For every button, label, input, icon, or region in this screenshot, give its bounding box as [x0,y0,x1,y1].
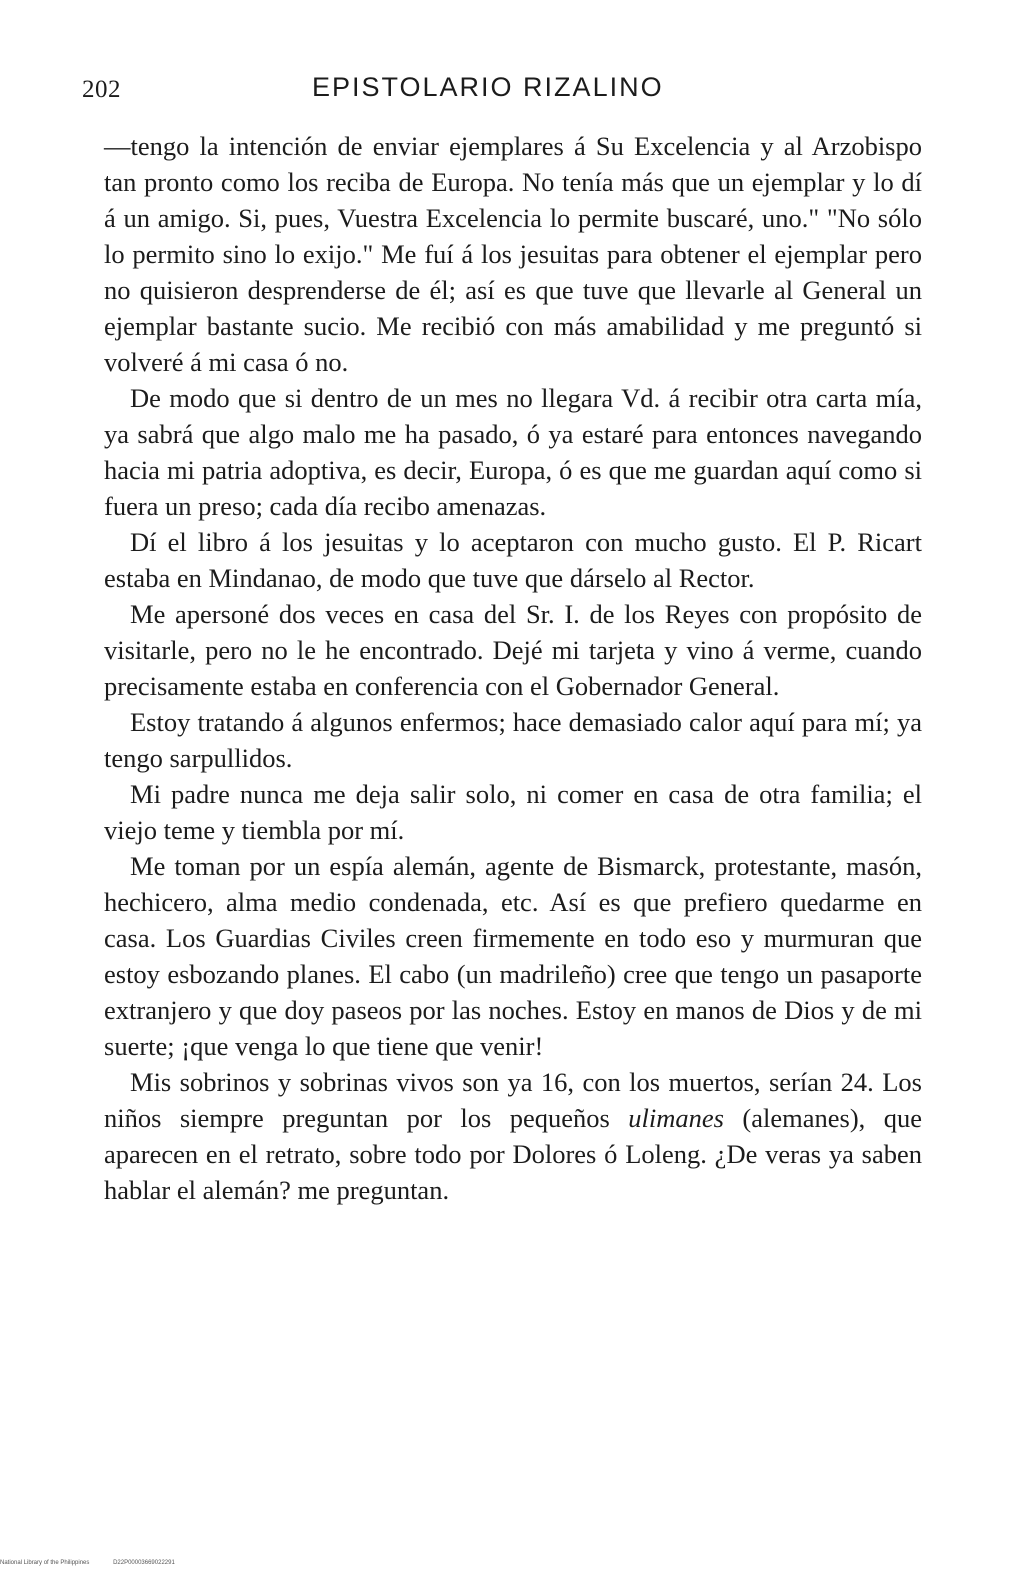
paragraph-6: Mi padre nunca me deja salir solo, ni comer en casa de otra familia; el viejo teme y tiembla por mí. [104,779,922,845]
paragraph-4: Me apersoné dos veces en casa del Sr. I. de los Reyes con propósito de visitarle, pero no le he encontrado. Dejé mi tarjeta y vino á verme, cuando precisamente estaba en conferencia con el Gobernador General. [104,599,922,701]
scan-id: D22P00003669022291 [113,1560,175,1566]
library-credit: National Library of the Philippines [0,1560,90,1566]
paragraph-3: Dí el libro á los jesuitas y lo aceptaron con mucho gusto. El P. Ricart estaba en Mindanao, de modo que tuve que dárselo al Rector. [104,527,922,593]
page-header [82,72,922,112]
page-number: 202 [82,76,121,103]
running-title: EPISTOLARIO RIZALINO [312,72,664,102]
paragraph-8-text-before: Mis sobrinos y sobrinas vivos son ya 16, con los muertos, serían 24. Los niños siempre preguntan por los pequeños [104,1067,922,1133]
scan-footer [0,1560,197,1566]
body-text [104,128,922,1208]
paragraph-8 [104,1064,922,1208]
paragraph-5: Estoy tratando á algunos enfermos; hace demasiado calor aquí para mí; ya tengo sarpullidos. [104,707,922,773]
paragraph-7: Me toman por un espía alemán, agente de Bismarck, protestante, masón, hechicero, alma medio condenada, etc. Así es que prefiero quedarme en casa. Los Guardias Civiles creen firmemente en todo eso y murmuran que estoy esbozando planes. El cabo (un madrileño) cree que tengo un pasaporte extranjero y que doy paseos por las noches. Estoy en manos de Dios y de mi suerte; ¡que venga lo que tiene que venir! [104,851,922,1061]
paragraph-8-text-after: (alemanes), que aparecen en el retrato, sobre todo por Dolores ó Loleng. ¿De veras ya saben hablar el alemán? me preguntan. [104,1103,922,1205]
paragraph-2: De modo que si dentro de un mes no llegara Vd. á recibir otra carta mía, ya sabrá que algo malo me ha pasado, ó ya estaré para entonces navegando hacia mi patria adoptiva, es decir, Europa, ó es que me guardan aquí como si fuera un preso; cada día recibo amenazas. [104,383,922,521]
paragraph-8-italic-word: ulimanes [628,1103,724,1133]
paragraph-1: —tengo la intención de enviar ejemplares á Su Excelencia y al Arzobispo tan pronto como los reciba de Europa. No tenía más que un ejemplar y lo dí á un amigo. Si, pues, Vuestra Excelencia lo permite buscaré, uno." "No sólo lo permito sino lo exijo." Me fuí á los jesuitas para obtener el ejemplar pero no quisieron desprenderse de él; así es que tuve que llevarle al General un ejemplar bastante sucio. Me recibió con más amabilidad y me preguntó si volveré á mi casa ó no. [104,131,922,377]
